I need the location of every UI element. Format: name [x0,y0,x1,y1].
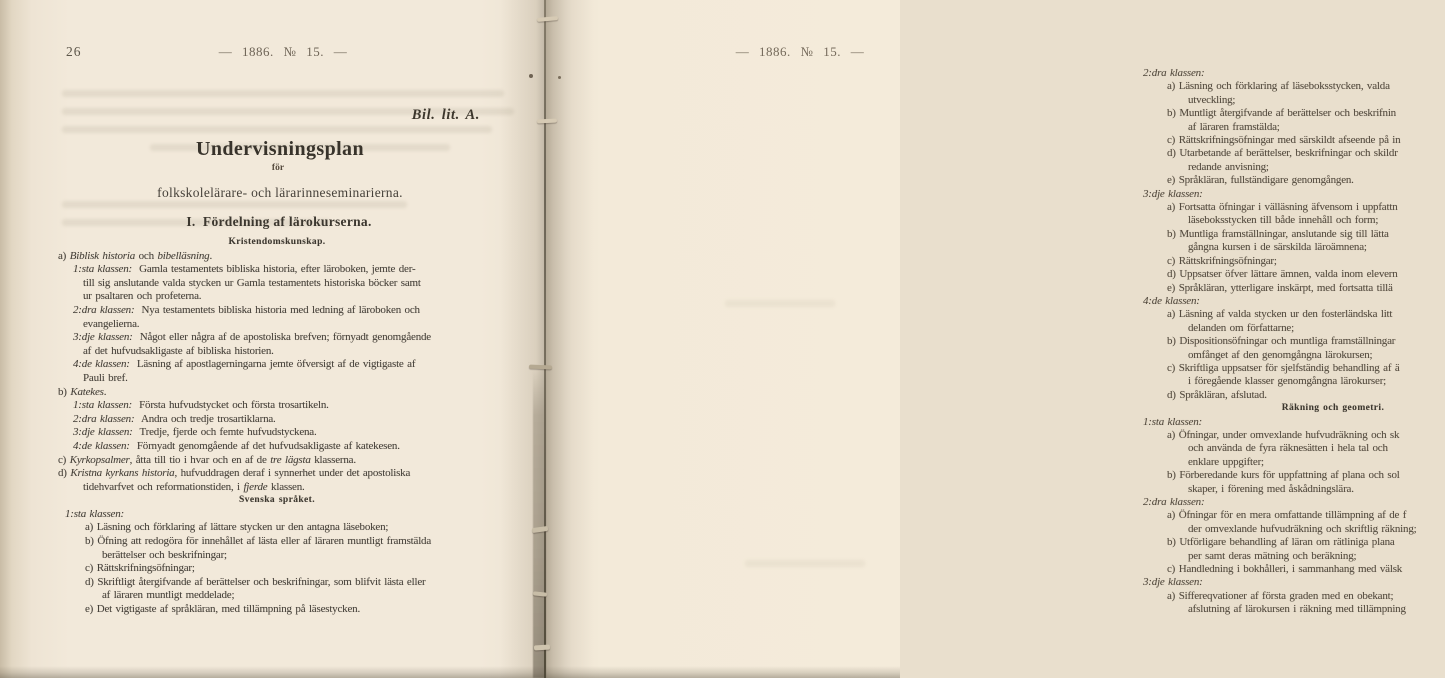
italic-text-segment: fjerde [243,480,268,493]
text-segment: b) Muntliga framställningar, anslutande sig till lätta [1167,227,1389,240]
bleed-through-mark [725,300,835,307]
text-segment: b) Muntligt återgifvande af berättelser och beskrifnin [1167,107,1396,120]
text-line [38,250,516,264]
italic-text-segment: 4:de klassen: [73,358,130,371]
italic-text-segment: 1:sta klassen: [65,507,124,520]
text-line [38,304,516,318]
text-line [1141,67,1445,80]
text-line [1141,282,1445,295]
text-segment: Andra och tredje trosartiklarna. [134,412,276,425]
text-line [38,576,516,590]
text-line [1141,107,1445,120]
italic-text-segment: 3:dje klassen: [73,331,133,344]
annex-label: Bil. lit. A. [411,107,480,123]
text-segment: ur psaltaren och profeterna. [83,290,202,303]
italic-text-segment: 2:dra klassen: [73,412,135,425]
document-title: Undervisningsplan [196,138,364,160]
text-line [38,454,516,468]
italic-text-segment: bibelläsning [157,249,210,262]
text-line [1141,94,1445,107]
text-segment: omfånget af den genomgångna lärokursen; [1188,348,1373,361]
bold-text-segment: Kristendomskunskap. [228,237,326,247]
text-line [38,589,516,603]
text-segment: Pauli bref. [83,371,128,384]
text-line [38,372,516,386]
section-heading: I. Fördelning af lärokurserna. [186,214,372,229]
right-page [545,0,1417,678]
text-segment: gångna kursen i de särskilda läroämnena; [1188,241,1367,254]
running-header: — 1886. № 15. — [218,44,348,59]
text-line [38,358,516,372]
text-line [1141,80,1445,93]
italic-text-segment: 1:sta klassen: [1143,415,1202,428]
text-line [1141,483,1445,496]
text-segment: skaper, i förening med åskådningslära. [1188,482,1354,495]
text-segment: tidehvarfvet och reformationstiden, i [83,480,244,493]
text-line [38,290,516,304]
text-line [38,467,516,481]
text-line [38,386,516,400]
text-segment: d) Utarbetande af berättelser, beskrifningar och skildr [1167,147,1398,160]
italic-text-segment: 3:dje klassen: [73,426,133,439]
text-line [38,494,516,508]
text-segment: d) Uppsatser öfver lättare ämnen, valda inom elevern [1167,268,1398,281]
text-line [1141,214,1445,227]
text-segment: berättelser och beskrifningar; [102,548,227,561]
text-line [1141,241,1445,254]
bold-text-segment: Svenska språket. [238,495,316,506]
text-segment: af läraren framstälda; [1188,120,1280,133]
text-segment: klasserna. [310,453,356,466]
text-segment: e) Det vigtigaste af språkläran, med tillämpning på läsestycken. [85,603,360,616]
text-line [38,263,516,277]
text-line [1141,536,1445,549]
text-segment: per samt deras mätning och beräkning; [1188,549,1357,562]
text-line [38,521,516,535]
text-line [1141,147,1445,160]
text-line [1141,161,1445,174]
text-line [1141,469,1445,482]
left-page-text-block [38,236,516,617]
document-subtitle: folkskolelärare- och lärarinneseminarierna. [157,185,403,200]
text-segment: a) Öfningar, under omvexlande hufvudräkning och sk [1167,428,1400,441]
italic-text-segment: 4:de klassen: [73,439,130,452]
italic-text-segment: 4:de klassen: [1143,294,1200,307]
text-segment: c) Handledning i bokhålleri, i sammanhang med välsk [1167,563,1403,576]
text-segment: e) Språkläran, ytterligare inskärpt, med fortsatta tillä [1167,281,1393,294]
text-segment: d) Skriftligt återgifvande af berättelser och beskrifningar, som blifvit lästa eller [85,575,426,588]
text-line [38,535,516,549]
italic-text-segment: Katekes [70,385,104,398]
text-line [38,277,516,291]
text-line [1141,349,1445,362]
text-line [1141,201,1445,214]
text-segment: . [103,385,107,398]
text-segment: d) Språkläran, afslutad. [1167,388,1267,401]
text-line [38,331,516,345]
text-line [38,508,516,522]
text-segment: och [135,249,158,262]
text-line [1141,188,1445,201]
text-segment: a) [58,249,70,262]
text-line [1141,389,1445,402]
title-preposition: för [271,163,285,173]
text-segment: . [209,249,212,262]
text-segment: b) Utförligare behandling af läran om rätliniga plana [1167,536,1395,549]
text-segment: Något eller några af de apostoliska brefven; förnyadt genomgående [132,331,431,344]
text-line [1141,308,1445,321]
text-segment: c) Rättskrifningsöfningar; [85,562,195,575]
italic-text-segment: Kristna kyrkans historia [70,467,175,480]
text-segment: läseboksstycken till både innehåll och form; [1188,214,1379,227]
italic-text-segment: 1:sta klassen: [73,399,132,412]
text-segment: af läraren muntligt meddelade; [102,589,235,602]
stitch-thread [529,365,552,370]
text-line [1141,268,1445,281]
binding-hole [529,74,533,78]
text-segment: a) Fortsatta öfningar i välläsning äfvensom i uppfattn [1167,201,1398,214]
italic-text-segment: 3:dje klassen: [1143,576,1203,589]
text-segment: d) [58,467,71,480]
text-segment: enklare uppgifter; [1188,455,1264,468]
page-number: 26 [66,44,82,59]
text-line [1141,416,1445,429]
text-segment: i föregående klasser genomgångna lärokurser; [1188,375,1387,388]
text-segment: Tredje, fjerde och femte hufvudstyckena. [132,426,317,439]
text-line [1141,402,1445,415]
text-segment: b) Förberedande kurs för uppfattning af plana och sol [1167,469,1400,482]
text-line [38,562,516,576]
text-segment: der omvexlande hufvudräkning och skriftlig räkning; [1188,522,1417,535]
text-segment: a) Läsning och förklaring af lättare stycken ur den antagna läseboken; [85,521,389,534]
text-line [38,481,516,495]
text-line [1141,603,1445,616]
text-line [1141,509,1445,522]
text-segment: Förnyadt genomgående af det hufvudsakligaste af katekesen. [129,439,400,452]
italic-text-segment: Kyrkopsalmer [69,453,130,466]
text-segment: b) Dispositionsöfningar och muntliga framställningar [1167,335,1396,348]
text-line [1141,134,1445,147]
italic-text-segment: Biblisk historia [69,249,136,262]
binding-hole [558,76,561,79]
text-segment: a) Läsning af valda stycken ur den fosterländska litt [1167,308,1393,321]
text-segment: Läsning af apostlagerningarna jemte öfversigt af de vigtigaste af [129,358,416,371]
text-line [38,345,516,359]
text-segment: a) Läsning och förklaring af läseboksstycken, valda [1167,80,1390,93]
text-segment: b) [58,385,71,398]
text-line [1141,174,1445,187]
text-line [1141,362,1445,375]
text-line [1141,550,1445,563]
text-segment: redande anvisning; [1188,160,1269,173]
text-segment: , åtta till tio i hvar och en af de [129,453,271,466]
text-line [38,318,516,332]
text-segment: c) [58,453,70,466]
bold-text-segment: Räkning och geometri. [1281,403,1385,414]
italic-text-segment: 2:dra klassen: [1143,496,1205,508]
text-line [1141,255,1445,268]
text-line [38,549,516,563]
text-line [1141,429,1445,442]
bleed-through-mark [62,201,407,208]
text-line [1141,442,1445,455]
italic-text-segment: 3:dje klassen: [1143,187,1203,200]
text-segment: afslutning af lärokursen i räkning med tillämpning [1188,603,1406,616]
text-line [1141,590,1445,603]
text-line [1141,456,1445,469]
text-line [38,399,516,413]
text-segment: Första hufvudstycket och första trosartikeln. [132,399,329,412]
text-segment: Gamla testamentets bibliska historia, efter läroboken, jemte der- [132,263,416,276]
bleed-through-mark [745,560,865,567]
text-line [1141,375,1445,388]
binding-fold-line [544,0,546,678]
text-segment: a) Siffereqvationer af första graden med en obekant; [1167,589,1394,602]
text-line [1141,228,1445,241]
text-segment: c) Skriftliga uppsatser för sjelfständig behandling af ä [1167,361,1400,374]
text-line [38,603,516,617]
text-line [1141,563,1445,576]
running-header: — 1886. № 15. — [735,44,865,59]
text-segment: c) Rättskrifningsöfningar med särskildt afseende på in [1167,134,1401,147]
text-line [38,426,516,440]
text-segment: delanden om författarne; [1188,321,1294,334]
text-segment: e) Språkläran, fullständigare genomgången. [1167,174,1354,187]
text-segment: evangelierna. [83,317,140,330]
italic-text-segment: tre lägsta [270,453,311,466]
text-segment: b) Öfning att redogöra för innehållet af lästa eller af läraren muntligt framstälda [85,535,432,548]
bleed-through-mark [62,126,492,133]
text-line [38,440,516,454]
text-line [1141,335,1445,348]
text-segment: af det hufvudsakligaste af bibliska historien. [83,344,274,357]
italic-text-segment: 2:dra klassen: [1143,67,1205,79]
text-segment: till sig anslutande valda stycken ur Gamla testamentets historiska böcker samt [83,276,421,289]
text-segment: och använda de fyra räknesätten i hela tal och [1188,442,1388,455]
italic-text-segment: 2:dra klassen: [73,303,135,316]
text-line [1141,576,1445,589]
text-line [1141,121,1445,134]
text-segment: a) Öfningar för en mera omfattande tillämpning af de f [1167,509,1407,522]
right-page-text-block [1141,67,1445,617]
text-line [38,236,516,250]
text-line [1141,322,1445,335]
text-line [1141,496,1445,509]
italic-text-segment: 1:sta klassen: [73,263,132,276]
text-segment: , hufvuddragen deraf i synnerhet under det apostoliska [174,467,411,480]
left-page [0,0,545,678]
bleed-through-mark [62,90,504,97]
text-line [38,413,516,427]
text-line [1141,523,1445,536]
text-line [1141,295,1445,308]
text-segment: utveckling; [1188,93,1236,106]
text-segment: klassen. [267,480,305,493]
text-segment: c) Rättskrifningsöfningar; [1167,254,1277,267]
text-segment: Nya testamentets bibliska historia med ledning af läroboken och [134,303,420,316]
